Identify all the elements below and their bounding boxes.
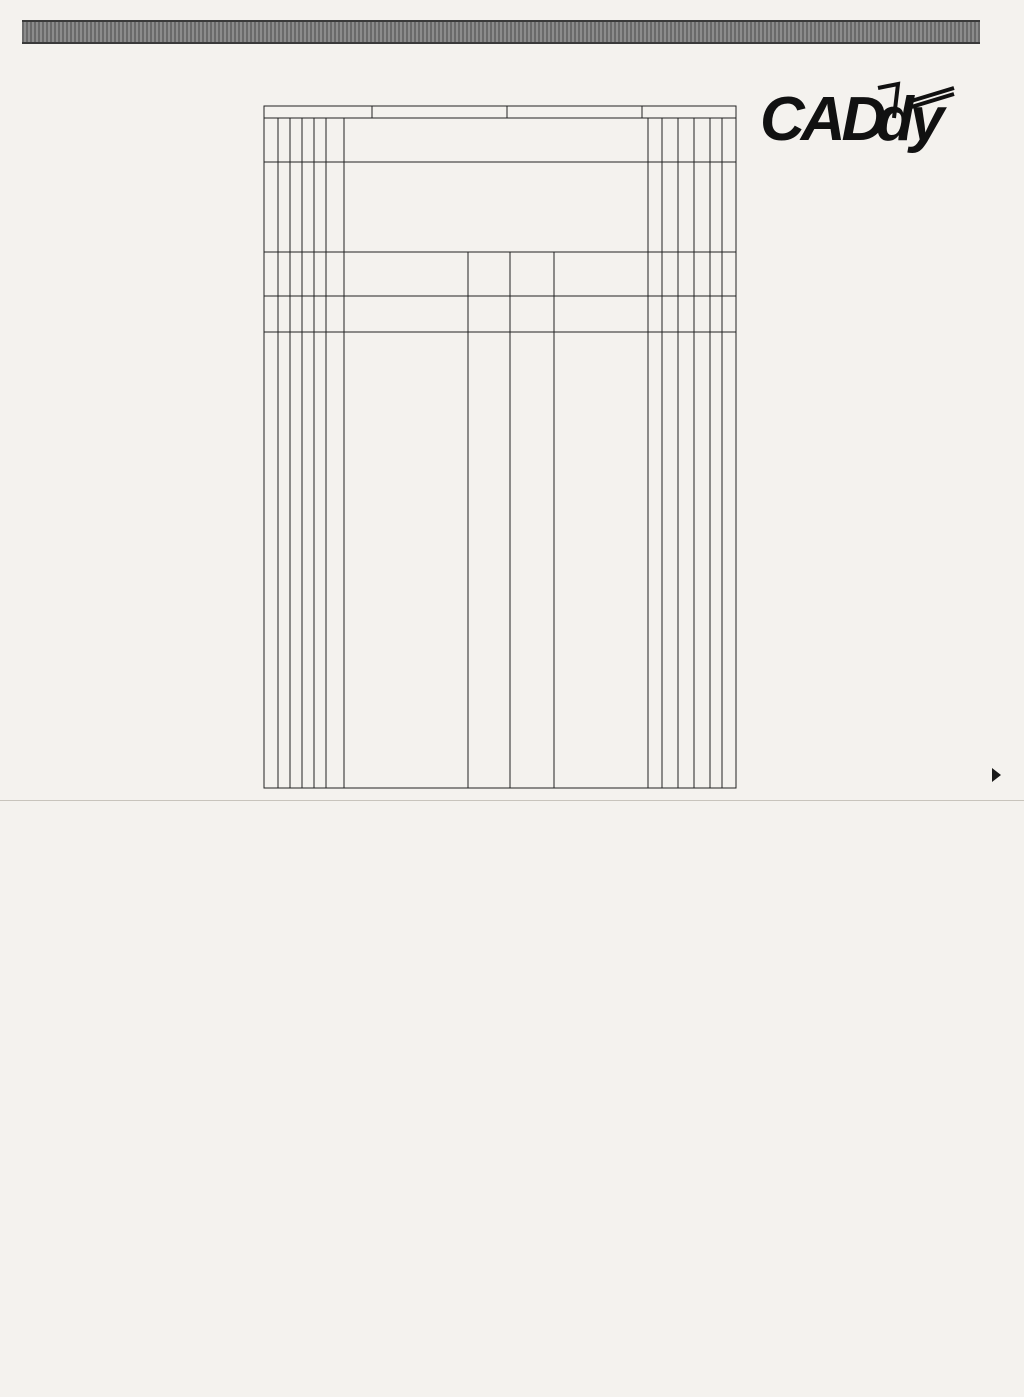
svg-text:CAD: CAD xyxy=(760,85,883,154)
page-footer xyxy=(982,1358,988,1380)
continue-arrow-icon xyxy=(992,768,1001,782)
caddy-logo xyxy=(758,78,988,158)
terminal-strip-diagram xyxy=(262,104,740,792)
section-divider xyxy=(0,800,1024,801)
top-decorative-bar xyxy=(22,20,980,44)
svg-text:dy: dy xyxy=(876,85,941,154)
